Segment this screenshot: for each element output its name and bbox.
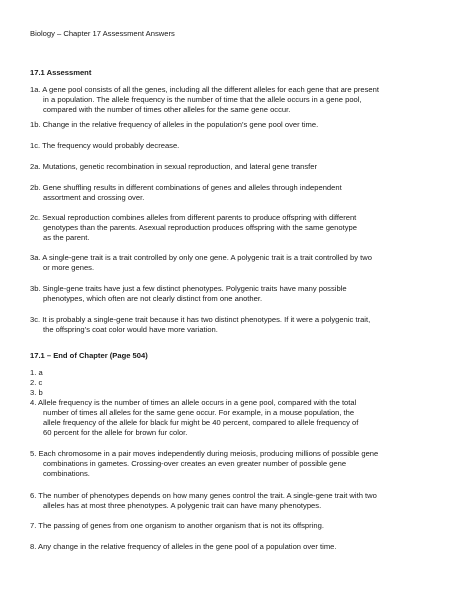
answer-line: 2b. Gene shuffling results in different combinations of genes and alleles through independent bbox=[30, 183, 342, 192]
answer-line: assortment and crossing over. bbox=[43, 193, 145, 202]
answer-7 bbox=[30, 521, 450, 531]
answer-line: 1c. The frequency would probably decrease. bbox=[30, 141, 180, 150]
answer-1b bbox=[30, 120, 450, 130]
answer-1c bbox=[30, 141, 450, 151]
answer-line: 3b. Single-gene traits have just a few distinct phenotypes. Polygenic traits have many possible bbox=[30, 284, 347, 293]
answer-line: 4. Allele frequency is the number of times an allele occurs in a gene pool, compared with the total bbox=[30, 398, 357, 407]
answer-line: 1b. Change in the relative frequency of alleles in the population’s gene pool over time. bbox=[30, 120, 319, 129]
answer-2c bbox=[30, 213, 450, 243]
short-answer-1: 1. a bbox=[30, 368, 43, 377]
answer-line: combinations. bbox=[43, 469, 90, 478]
section-heading-end-of-chapter: 17.1 – End of Chapter (Page 504) bbox=[30, 351, 148, 360]
answer-line: 8. Any change in the relative frequency of alleles in the gene pool of a population over time. bbox=[30, 542, 337, 551]
answer-5 bbox=[30, 449, 450, 479]
short-answer-3: 3. b bbox=[30, 388, 43, 397]
answer-line: genotypes than the parents. Asexual reproduction produces offspring with the same genotype bbox=[43, 223, 357, 232]
answer-line: 5. Each chromosome in a pair moves independently during meiosis, producing millions of possible gene bbox=[30, 449, 379, 458]
answer-line: in a population. The allele frequency is the number of time that the allele occurs in a gene pool, bbox=[43, 95, 362, 104]
answer-8 bbox=[30, 542, 450, 552]
answer-line: 1a. A gene pool consists of all the genes, including all the different alleles for each gene that are present bbox=[30, 85, 379, 94]
answer-line: 7. The passing of genes from one organism to another organism that is not its offspring. bbox=[30, 521, 324, 530]
answer-6 bbox=[30, 491, 450, 511]
answer-4 bbox=[30, 398, 450, 438]
answer-3c bbox=[30, 315, 450, 335]
answer-line: as the parent. bbox=[43, 233, 90, 242]
answer-line: phenotypes, which often are not clearly distinct from one another. bbox=[43, 294, 263, 303]
page-header: Biology – Chapter 17 Assessment Answers bbox=[30, 29, 175, 38]
answer-line: 2c. Sexual reproduction combines alleles from different parents to produce offspring with different bbox=[30, 213, 357, 222]
answer-line: compared with the number of times other alleles for the same gene occur. bbox=[43, 105, 291, 114]
short-answer-2: 2. c bbox=[30, 378, 43, 387]
answer-3a bbox=[30, 253, 450, 273]
answer-2a bbox=[30, 162, 450, 172]
answer-line: 60 percent for the allele for brown fur color. bbox=[43, 428, 188, 437]
answer-line: or more genes. bbox=[43, 263, 95, 272]
answer-line: combinations in gametes. Crossing-over creates an even greater number of possible gene bbox=[43, 459, 347, 468]
answer-line: 2a. Mutations, genetic recombination in sexual reproduction, and lateral gene transfer bbox=[30, 162, 318, 171]
answer-line: 3c. It is probably a single-gene trait because it has two distinct phenotypes. If it were a polygenic trait, bbox=[30, 315, 371, 324]
answer-1a bbox=[30, 85, 450, 115]
answer-line: alleles has at most three phenotypes. A polygenic trait can have many phenotypes. bbox=[43, 501, 322, 510]
answer-line: 3a. A single-gene trait is a trait controlled by only one gene. A polygenic trait is a trait controlled by two bbox=[30, 253, 372, 262]
answer-line: number of times all alleles for the same gene occur. For example, in a mouse population, the bbox=[43, 408, 355, 417]
answer-line: 6. The number of phenotypes depends on how many genes control the trait. A single-gene trait with two bbox=[30, 491, 377, 500]
answer-line: the offspring’s coat color would have more variation. bbox=[43, 325, 218, 334]
section-heading-assessment: 17.1 Assessment bbox=[30, 68, 92, 77]
answer-line: allele frequency of the allele for black fur might be 40 percent, compared to allele frequency of bbox=[43, 418, 359, 427]
answer-2b bbox=[30, 183, 450, 203]
answer-3b bbox=[30, 284, 450, 304]
